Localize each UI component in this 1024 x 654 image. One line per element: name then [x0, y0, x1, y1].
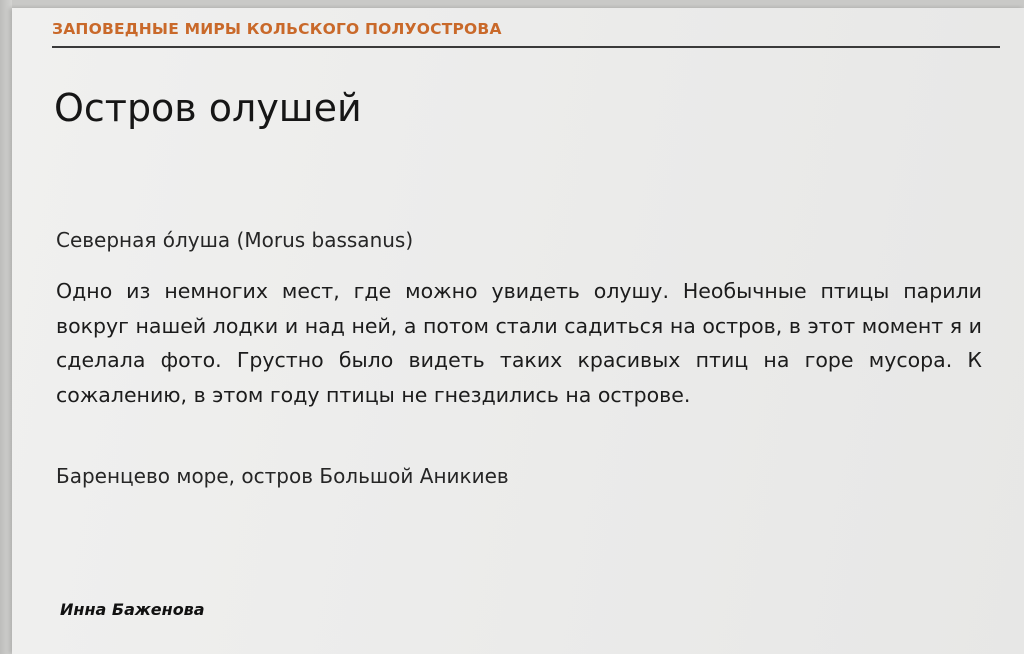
species-name: Северная о́луша (Morus bassanus) — [56, 228, 414, 252]
wall-background-left — [0, 0, 12, 654]
author-name: Инна Баженова — [60, 600, 205, 619]
header-divider — [52, 46, 1000, 48]
series-title: ЗАПОВЕДНЫЕ МИРЫ КОЛЬСКОГО ПОЛУОСТРОВА — [52, 20, 502, 38]
description-text: Одно из немногих мест, где можно увидеть олушу. Необычные птицы парили вокруг нашей лодки и над ней, а потом стали садиться на остров, в этот момент я и сделала фото. Грустно было видеть таких красивых птиц на горе мусора. К сожалению, в этом году птицы не гнездились на острове. — [56, 279, 982, 407]
placard-title: Остров олушей — [54, 86, 362, 130]
location-text: Баренцево море, остров Большой Аникиев — [56, 464, 509, 488]
wall-background-top — [0, 0, 1024, 8]
exhibition-placard — [12, 8, 1024, 654]
